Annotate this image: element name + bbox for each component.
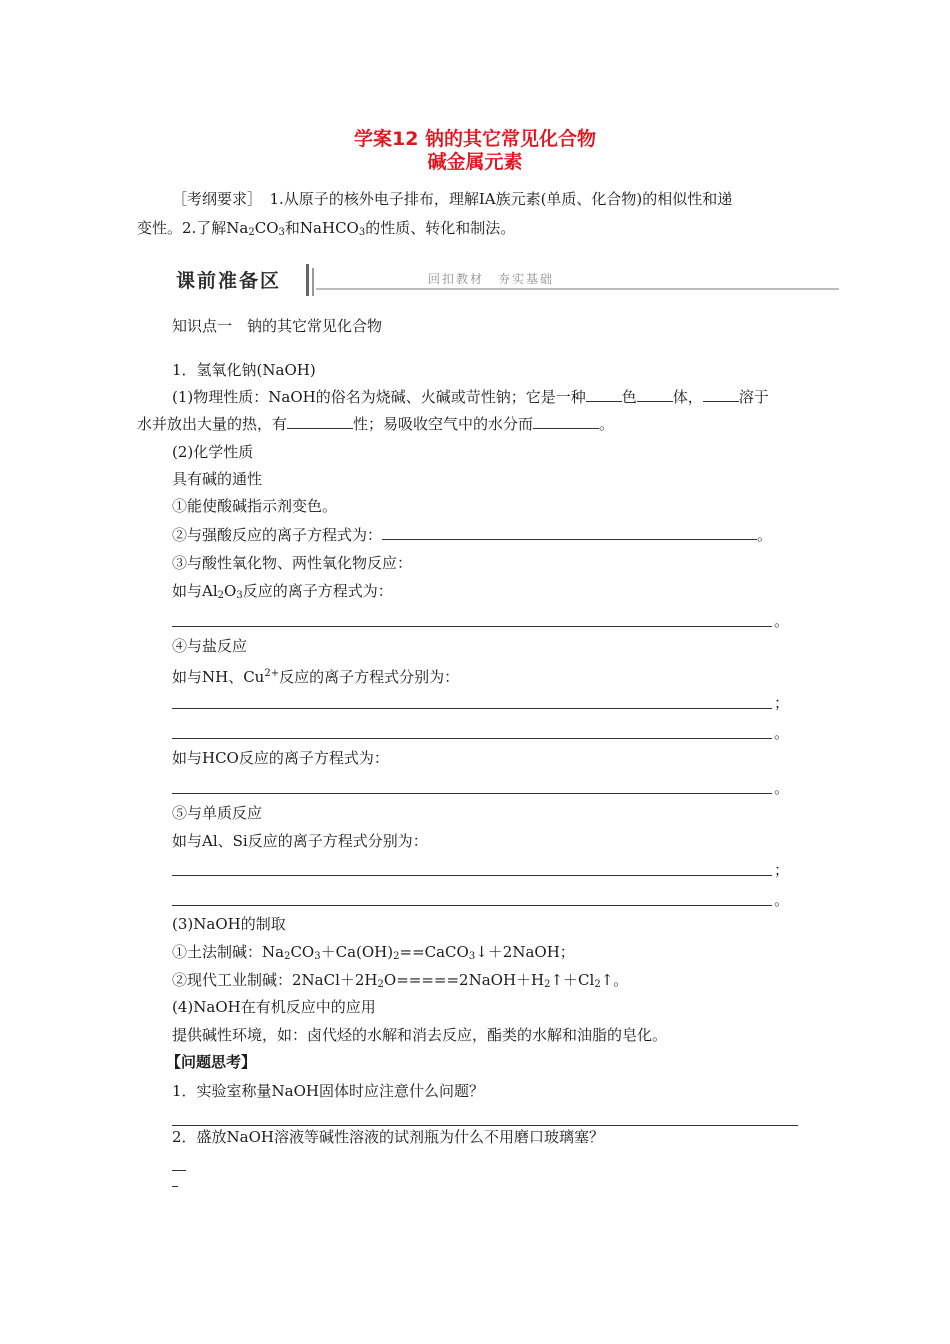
answer-blank[interactable] — [586, 387, 622, 402]
banner-rule — [316, 288, 839, 290]
item-heading-naoh: 1．氢氧化钠(NaOH) — [172, 361, 316, 379]
answer-line[interactable] — [172, 708, 772, 709]
general-base-property: 具有碱的通性 — [172, 470, 263, 488]
property-salt-prompt: 如与NH、$Cu^{2+}$反应的离子方程式分别为： — [172, 668, 460, 686]
physical-properties-line2: 水并放出大量的热，有 性；易吸收空气中的水分而 。 — [137, 415, 615, 433]
banner-divider — [306, 264, 309, 296]
answer-line[interactable] — [172, 875, 772, 876]
property-salt: ④与盐反应 — [172, 637, 248, 655]
chemical-properties-heading: (2)化学性质 — [172, 443, 254, 461]
line-end-punct: 。 — [774, 891, 790, 909]
page-subtitle: 碱金属元素 — [427, 151, 523, 173]
property-indicator: ①能使酸碱指示剂变色。 — [172, 497, 338, 515]
organic-application-text: 提供碱性环境，如：卤代烃的水解和消去反应，酯类的水解和油脂的皂化。 — [172, 1026, 668, 1044]
property-oxides: ③与酸性氧化物、两性氧化物反应： — [172, 554, 413, 572]
answer-blank[interactable] — [287, 414, 353, 429]
preparation-traditional: ①土法制碱：$Na_2CO_3+Ca(OH)_2==CaCO_3↓+2NaOH$； — [172, 943, 575, 962]
page-title: 学案12 钠的其它常见化合物 — [353, 128, 597, 150]
syllabus-requirements-line1: ［考纲要求］ 1.从原子的核外电子排布，理解ⅠA族元素(单质、化合物)的相似性和递 — [172, 190, 733, 208]
line-end-punct: ； — [774, 861, 790, 879]
line-end-punct: ； — [774, 694, 790, 712]
property-elements-prompt: 如与Al、Si反应的离子方程式分别为： — [172, 832, 428, 850]
answer-line[interactable] — [172, 738, 772, 739]
answer-line[interactable] — [172, 1125, 798, 1126]
answer-blank[interactable] — [533, 414, 599, 429]
answer-line[interactable] — [172, 1186, 178, 1187]
organic-application-heading: (4)NaOH在有机反应中的应用 — [172, 998, 376, 1016]
preparation-heading: (3)NaOH的制取 — [172, 915, 286, 933]
question-2: 2．盛放NaOH溶液等碱性溶液的试剂瓶为什么不用磨口玻璃塞？ — [172, 1128, 604, 1146]
answer-line[interactable] — [172, 793, 772, 794]
knowledge-point-heading: 知识点一 钠的其它常见化合物 — [172, 317, 383, 335]
section-banner-title: 课前准备区 — [176, 270, 282, 292]
answer-line[interactable] — [172, 905, 772, 906]
section-banner-subtitle: 回扣教材 夯实基础 — [428, 272, 555, 286]
answer-line[interactable] — [172, 1170, 186, 1171]
preparation-industrial: ②现代工业制碱：$2NaCl+2H_2O=====2NaOH+H_2↑+Cl_2↑$。 — [172, 971, 629, 990]
line-end-punct: 。 — [774, 779, 790, 797]
answer-blank[interactable] — [637, 387, 673, 402]
line-end-punct: 。 — [774, 612, 790, 630]
line-end-punct: 。 — [774, 724, 790, 742]
property-strong-acid: ②与强酸反应的离子方程式为： 。 — [172, 526, 773, 544]
banner-divider-secondary — [312, 268, 314, 296]
question-1: 1．实验室称量NaOH固体时应注意什么问题？ — [172, 1082, 484, 1100]
answer-blank[interactable] — [382, 525, 757, 540]
property-al2o3-prompt: 如与$Al_2O_3$反应的离子方程式为： — [172, 582, 393, 601]
property-hco-prompt: 如与HCO反应的离子方程式为： — [172, 749, 389, 767]
physical-properties-line1: (1)物理性质：NaOH的俗名为烧碱、火碱或苛性钠；它是一种 色 体， 溶于 — [172, 388, 769, 406]
questions-heading: 【问题思考】 — [166, 1053, 257, 1071]
syllabus-requirements-line2: 变性。2.了解$Na_2CO_3$和NaHCO$_3$的性质、转化和制法。 — [137, 219, 516, 238]
property-elements: ⑤与单质反应 — [172, 804, 263, 822]
answer-blank[interactable] — [703, 387, 739, 402]
answer-line[interactable] — [172, 626, 772, 627]
